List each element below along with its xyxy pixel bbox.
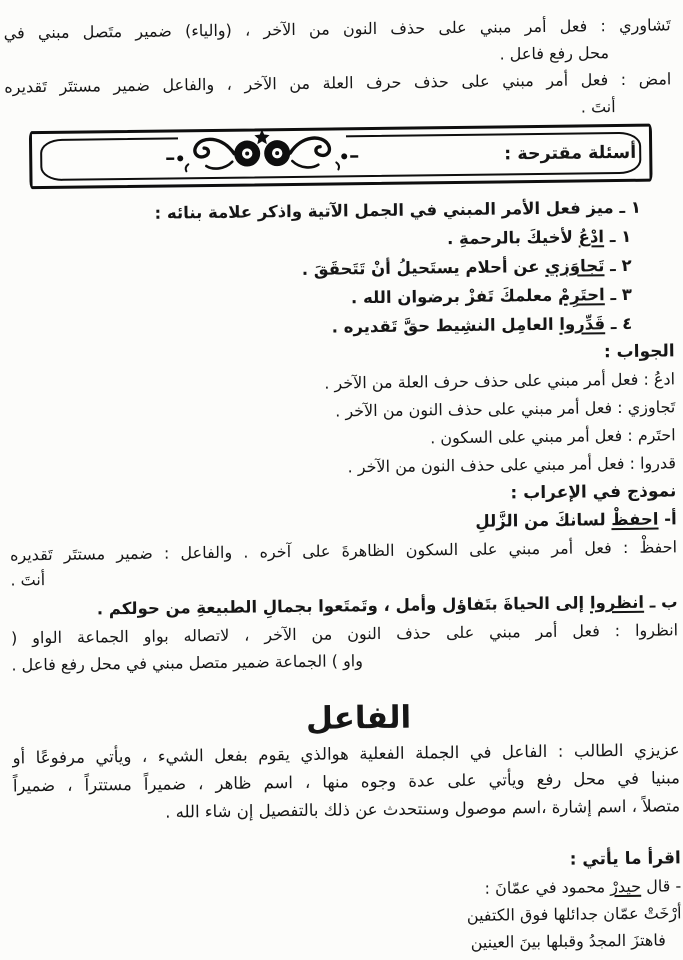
floral-flourish-icon — [144, 122, 381, 181]
line-text: محمود في عمّانَ : — [484, 877, 611, 898]
underlined-verb: احتَرِمْ — [557, 285, 605, 305]
lesson-title: الفاعل — [305, 699, 412, 737]
banner-title: أسئلة مقترحة : — [504, 142, 637, 165]
section-banner — [29, 124, 653, 190]
model-explanation: انظروا : فعل أمر مبني على حذف النون من الآخر ، لاتصاله بواو الجماعة الواو ( — [10, 620, 679, 648]
item-letter: ب ـ — [643, 592, 678, 612]
model-heading: نموذج في الإعراب : — [510, 481, 677, 504]
item-number: ٣ ـ — [604, 284, 633, 305]
underlined-verb: قَدِّروا — [559, 314, 606, 334]
answer-line: ادعُ : فعل أمر مبني على حذف حرف العلة من الآخر . — [324, 369, 676, 393]
answer-section — [8, 337, 677, 485]
exercise-heading: ١ ـ ميز فعل الأمر المبني في الجمل الآتية واذكر علامة بنائه : — [154, 197, 641, 223]
intro-line: أنتَ . — [580, 97, 616, 117]
underlined-verb: تَجاوَزي — [545, 256, 605, 276]
item-number: ٢ ـ — [604, 255, 632, 276]
underlined-name: حيدرْ — [610, 876, 642, 897]
answer-line: احتَرم : فعل أمر مبني على السكون . — [430, 425, 676, 448]
underlined-verb: احفظْ — [611, 509, 659, 530]
item-letter: أ- — [658, 509, 677, 529]
verse-line: أرْخَتْ عمّان جدائلها فوق الكتفين — [466, 903, 682, 925]
lesson-section — [12, 692, 681, 828]
lesson-paragraph-line: متصلاً ، اسم إشارة ،اسم موصول وسنتحدث عن ذلك بالتفصيل إن شاء الله . — [165, 796, 681, 822]
intro-line: امض : فعل أمر مبني على حذف حرف العلة من الآخر ، والفاعل ضمير مستتَر تَقديره — [4, 69, 672, 97]
intro-line: محل رفع فاعل . — [499, 43, 610, 64]
reading-heading: اقرأ ما يأتي : — [569, 848, 681, 870]
item-text: العامِل النشِيط حقَّ تَقديره . — [331, 314, 560, 337]
reading-section — [14, 844, 682, 960]
lesson-paragraph-line: عزيزي الطالب : الفاعل في الجملة الفعلية هوالذي يقوم بفعل الشيء ، ويأتي مرفوعًا أو — [12, 740, 680, 768]
answer-line: تَجاوزي : فعل أمر مبني على حذف النون من الآخر . — [335, 397, 676, 421]
line-prefix: - قال — [640, 876, 682, 896]
item-text: إلى الحياةَ بتَفاؤل وأمل ، وتَمتَعوا بجمالِ الطبيعةِ من حولكم . — [96, 593, 590, 619]
model-explanation: واو ) الجماعة ضمير متصل مبني في محل رفع فاعل . — [11, 651, 364, 675]
model-section — [9, 477, 678, 678]
underlined-verb: انظروا — [589, 592, 645, 613]
answer-line: قدروا : فعل أمر مبني على حذف النون من الآخر . — [347, 453, 677, 477]
item-text: عن أحلام يستَحيلُ أنْ تَتَحقَقَ . — [301, 256, 546, 279]
model-explanation: احفظْ : فعل أمر مبني على السكون الظاهرةَ على آخره . والفاعل : ضمير مستتَر تَقديره — [9, 537, 678, 565]
item-text: معلمكَ تَفزْ برضوان الله . — [350, 285, 559, 308]
model-explanation: أنتَ . — [10, 570, 46, 590]
answer-heading: الجواب : — [603, 341, 675, 363]
item-text: لسانكَ من الزَّللِ — [475, 510, 612, 531]
lesson-paragraph-line: مبنيا في محل رفع ويأتي على عدة وجوه منها ، اسم ظاهر ، ضميراً مستتراً ، ضميراً — [12, 768, 680, 796]
intro-line: تَشاوري : فعل أمر مبني على حذف النون من الآخر ، (والياء) ضمير متَصل مبني في — [3, 15, 671, 43]
underlined-verb: ادْعُ — [578, 227, 605, 247]
verse-line: فاهتزَ المجدُ وقبلها بينَ العينين — [470, 930, 666, 952]
item-text: لأخيكَ بالرحمةِ . — [446, 227, 579, 249]
exercise-section — [6, 193, 675, 345]
intro-section — [4, 11, 672, 127]
item-number: ١ ـ — [603, 226, 632, 247]
item-number: ٤ ـ — [604, 313, 633, 334]
